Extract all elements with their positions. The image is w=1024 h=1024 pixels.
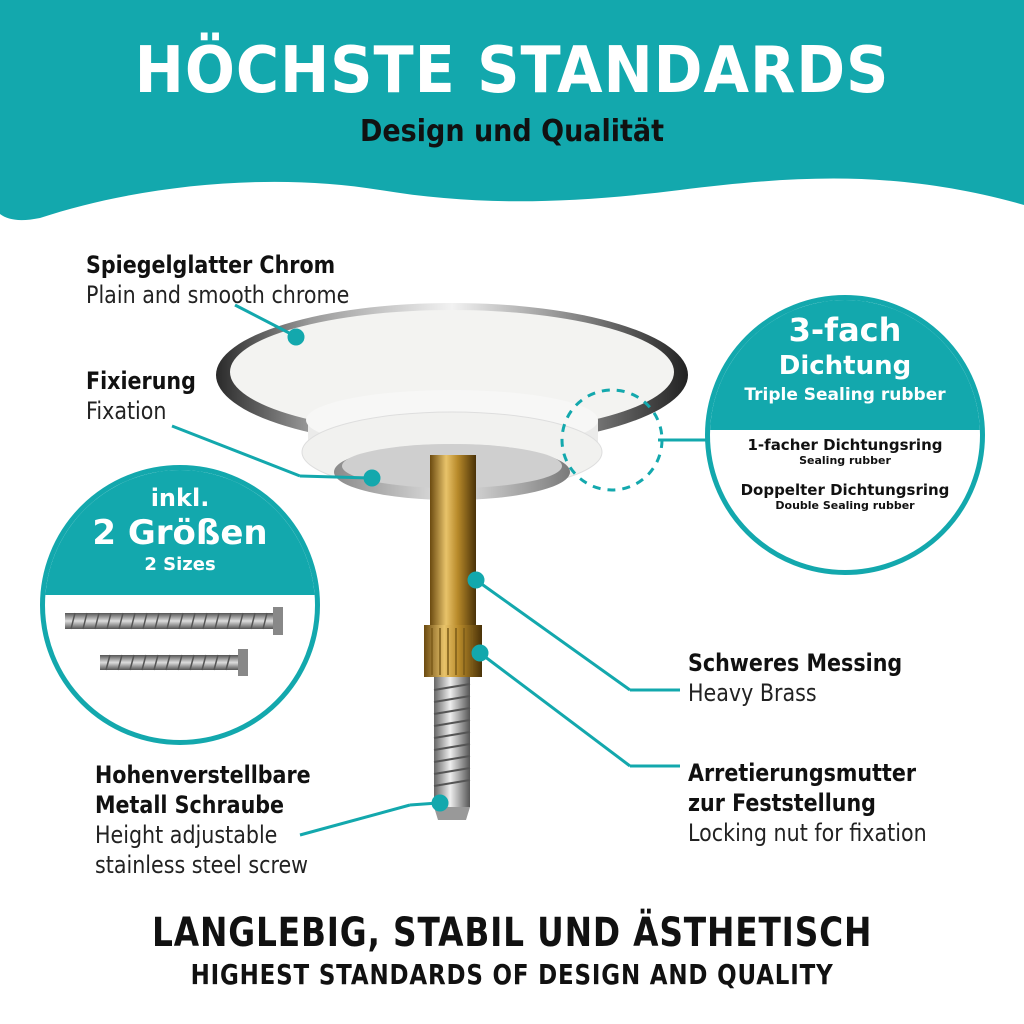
page-subtitle: Design und Qualität (359, 114, 665, 149)
label-locking-nut-de1: Arretierungsmutter (688, 759, 917, 787)
label-fixation-en: Fixation (86, 397, 167, 425)
footer-line1 (0, 910, 1024, 956)
sealing-item2-en: Double Sealing rubber (775, 499, 915, 512)
label-screw-de2: Metall Schraube (95, 791, 285, 819)
sealing-badge-line2: Dichtung (778, 351, 912, 381)
footer-line2-text: HIGHEST STANDARDS OF DESIGN AND QUALITY (190, 958, 834, 991)
footer-line2 (0, 958, 1024, 991)
label-screw-de1: Hohenverstellbare (95, 761, 311, 789)
label-screw (95, 760, 346, 880)
page-title: HÖCHSTE STANDARDS (134, 34, 890, 108)
sealing-badge-items (710, 436, 980, 512)
sealing-item1-de: 1-facher Dichtungsring (747, 436, 943, 454)
label-chrome (86, 250, 392, 310)
footer-line1-text: LANGLEBIG, STABIL UND ÄSTHETISCH (151, 910, 873, 956)
label-locking-nut (688, 758, 966, 848)
label-fixation (86, 366, 214, 426)
label-brass-de: Schweres Messing (688, 649, 903, 677)
label-chrome-de: Spiegelglatter Chrom (86, 251, 336, 279)
label-screw-en2: stainless steel screw (95, 851, 309, 879)
sizes-badge-line1: inkl. (150, 484, 210, 512)
sizes-badge-line3: 2 Sizes (144, 554, 216, 575)
label-screw-en1: Height adjustable (95, 821, 278, 849)
label-brass-en: Heavy Brass (688, 679, 817, 707)
label-chrome-en: Plain and smooth chrome (86, 281, 350, 309)
sizes-badge-line2: 2 Größen (92, 513, 268, 553)
sealing-badge-line1: 3-fach (788, 311, 902, 349)
sealing-badge-line3: Triple Sealing rubber (744, 385, 946, 405)
label-locking-nut-de2: zur Feststellung (688, 789, 876, 817)
label-brass (688, 648, 937, 708)
label-fixation-de: Fixierung (86, 367, 196, 395)
sealing-item2-de: Doppelter Dichtungsring (740, 481, 950, 499)
label-locking-nut-en: Locking nut for fixation (688, 819, 927, 847)
screw-icon (45, 595, 315, 740)
sizes-badge (40, 465, 320, 745)
sealing-badge (705, 295, 985, 575)
sealing-item1-en: Sealing rubber (799, 454, 891, 467)
